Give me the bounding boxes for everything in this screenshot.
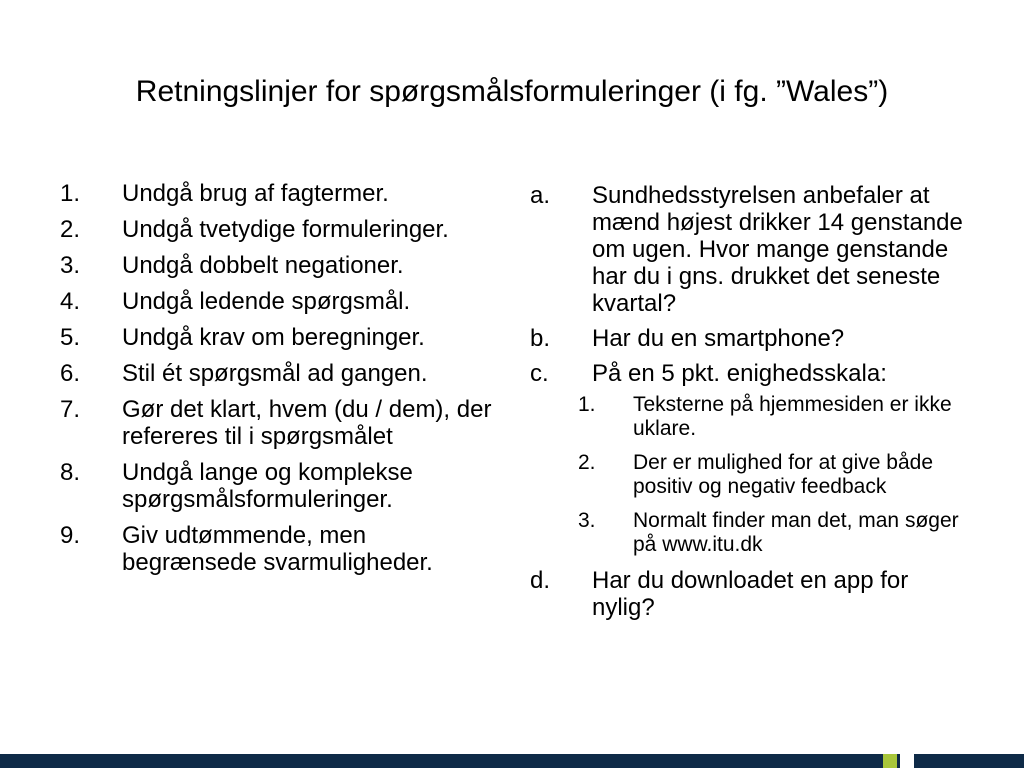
list-text: Undgå dobbelt negationer. (122, 252, 404, 279)
list-item (60, 360, 500, 387)
list-item (60, 459, 500, 513)
list-marker: 8. (60, 459, 81, 486)
list-text: Sundhedsstyrelsen anbefaler at mænd højest drikker 14 genstande om ugen. Hvor mange genstande har du i gns. drukket det seneste kvartal? (592, 182, 963, 317)
list-text: Stil ét spørgsmål ad gangen. (122, 360, 428, 387)
list-marker: 5. (60, 324, 81, 351)
list-text: På en 5 pkt. enighedsskala: (592, 360, 887, 387)
list-item (60, 396, 500, 450)
list-item (60, 252, 500, 279)
footer-bar (0, 754, 1024, 768)
list-text: Der er mulighed for at give både positiv og negativ feedback (633, 451, 933, 498)
list-text: Teksterne på hjemmesiden er ikke uklare. (633, 393, 952, 440)
list-item (60, 288, 500, 315)
list-text: Giv udtømmende, men begrænsede svarmuligheder. (122, 522, 433, 576)
example-item-b (530, 325, 970, 352)
list-marker: 2. (578, 451, 596, 474)
list-item (60, 180, 500, 207)
list-marker: c. (530, 360, 549, 387)
list-marker: 3. (578, 509, 596, 532)
list-marker: d. (530, 567, 551, 594)
list-marker: 2. (60, 216, 81, 243)
list-text: Undgå brug af fagtermer. (122, 180, 389, 207)
example-item-a (530, 182, 970, 317)
accent-square-green (883, 754, 897, 768)
list-marker: 1. (60, 180, 81, 207)
list-marker: b. (530, 325, 551, 352)
list-marker: 6. (60, 360, 81, 387)
example-item-d (530, 567, 970, 621)
list-text: Har du downloadet en app for nylig? (592, 567, 909, 621)
list-marker: 9. (60, 522, 81, 549)
list-text: Gør det klart, hvem (du / dem), der refereres til i spørgsmålet (122, 396, 492, 450)
accent-square-white (900, 754, 914, 768)
examples-list (530, 182, 970, 629)
guidelines-list (60, 180, 500, 585)
list-text: Undgå lange og komplekse spørgsmålsformuleringer. (122, 459, 413, 513)
sublist-item (578, 393, 970, 441)
list-text: Normalt finder man det, man søger på www.itu.dk (633, 509, 959, 556)
sublist-item (578, 451, 970, 499)
list-marker: a. (530, 182, 551, 209)
list-item (60, 324, 500, 351)
agreement-scale-sublist (578, 393, 970, 557)
list-text: Undgå tvetydige formuleringer. (122, 216, 449, 243)
list-text: Undgå krav om beregninger. (122, 324, 425, 351)
list-item (60, 216, 500, 243)
list-item (60, 522, 500, 576)
example-item-c (530, 360, 970, 387)
list-text: Har du en smartphone? (592, 325, 845, 352)
list-marker: 3. (60, 252, 81, 279)
list-marker: 1. (578, 393, 596, 416)
slide-title: Retningslinjer for spørgsmålsformuleringer (i fg. ”Wales”) (135, 75, 889, 108)
list-marker: 7. (60, 396, 81, 423)
list-text: Undgå ledende spørgsmål. (122, 288, 411, 315)
sublist-item (578, 509, 970, 557)
list-marker: 4. (60, 288, 81, 315)
